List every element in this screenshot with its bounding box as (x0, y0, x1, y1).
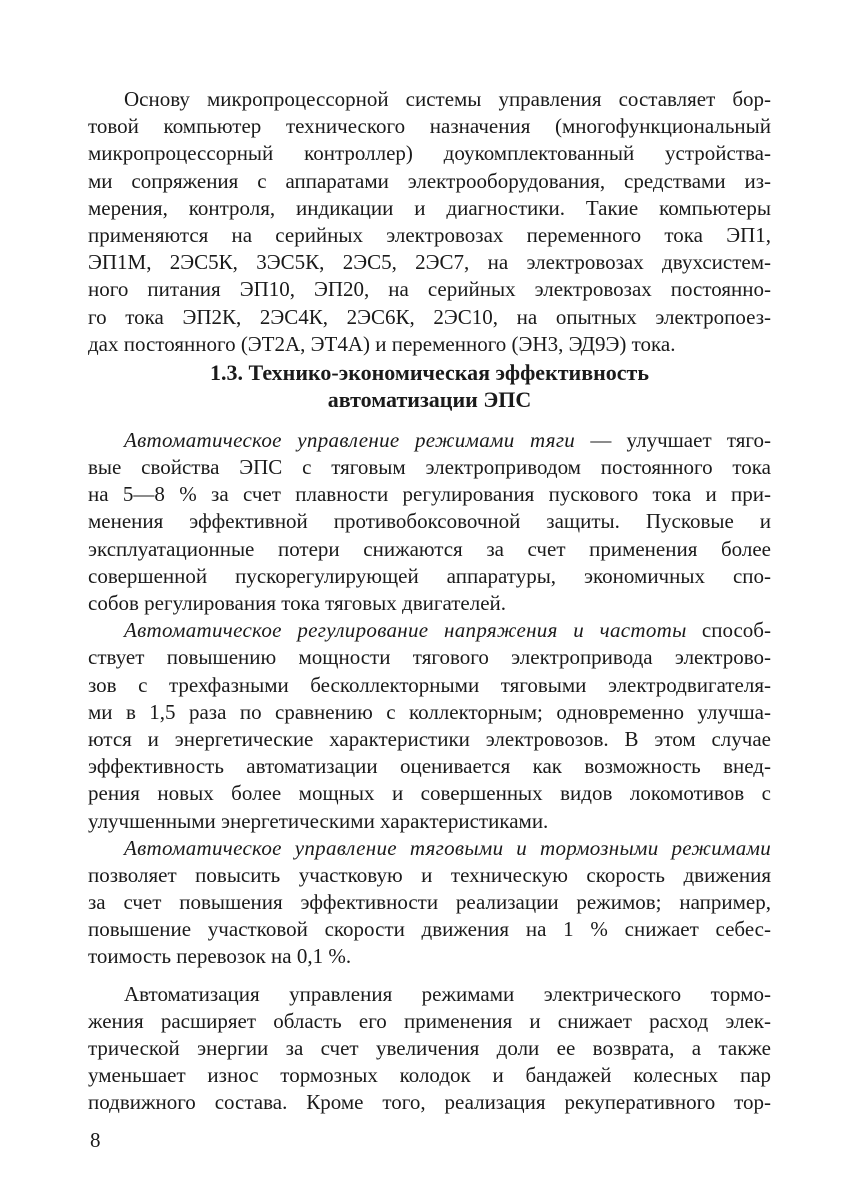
line-text: ются и энергетические характеристики электровозов. В этом случае (88, 726, 771, 751)
text-line (88, 1035, 771, 1062)
line-text: уменьшает износ тормозных колодок и бандажей колесных пар (88, 1063, 771, 1088)
text-line (88, 113, 771, 140)
text-line (88, 916, 771, 943)
text-line (88, 331, 771, 358)
text-line (88, 780, 771, 807)
line-text: вые свойства ЭПС с тяговым электроприводом постоянного тока (88, 455, 771, 480)
line-text: трической энергии за счет увеличения доли ее возврата, а также (88, 1036, 771, 1060)
line-text: ми сопряжения с аппаратами электрооборудования, средствами из- (88, 168, 771, 193)
text-line (88, 617, 771, 644)
text-line (88, 808, 771, 835)
paragraph (88, 835, 771, 971)
line-text: — улучшает тяго- (575, 427, 771, 452)
line-text: подвижного состава. Кроме того, реализация рекуперативного тор- (88, 1090, 771, 1115)
line-text: улучшенными энергетическими характеристиками. (88, 808, 549, 833)
line-text: позволяет повысить участковую и техническую скорость движения (88, 862, 771, 887)
text-line (88, 1062, 771, 1089)
text-line (88, 140, 771, 167)
line-text: мерения, контроля, индикации и диагностики. Такие компьютеры (88, 195, 771, 220)
line-text: за счет повышения эффективности реализации режимов; например, (88, 890, 771, 915)
text-line (88, 481, 771, 508)
italic-term: Автоматическое управление режимами тяги (124, 427, 576, 452)
text-line (88, 1089, 771, 1116)
line-text: способ- (686, 618, 771, 643)
text-line (88, 590, 771, 617)
italic-term: Автоматическое регулирование напряжения и частоты (124, 618, 687, 643)
line-text: менения эффективной противобоксовочной защиты. Пусковые и (88, 509, 771, 534)
paragraph (88, 427, 771, 617)
text-line (88, 195, 771, 222)
text-line (88, 726, 771, 753)
line-text: эксплуатационные потери снижаются за счет применения более (88, 536, 771, 561)
text-line (88, 563, 771, 590)
paragraph (88, 981, 771, 1117)
text-line (88, 644, 771, 671)
line-text: ствует повышению мощности тягового электропривода электрово- (88, 645, 771, 670)
line-text: Основу микропроцессорной системы управления составляет бор- (124, 87, 771, 111)
line-text: на 5—8 % за счет плавности регулирования пускового тока и при- (88, 482, 771, 507)
paragraph (88, 617, 771, 835)
text-line (88, 249, 771, 276)
line-text: совершенной пускорегулирующей аппаратуры, экономичных спо- (88, 563, 771, 588)
line-text: тоимость перевозок на 0,1 %. (88, 944, 352, 969)
section-heading (88, 359, 771, 413)
text-line (88, 536, 771, 563)
text-line (88, 981, 771, 1008)
paragraph (88, 86, 771, 358)
line-text: ми в 1,5 раза по сравнению с коллекторным; одновременно улучша- (88, 699, 771, 724)
section-heading-line-2: автоматизации ЭПС (327, 386, 532, 412)
line-text: дах постоянного (ЭТ2А, ЭТ4А) и переменного (ЭН3, ЭД9Э) тока. (88, 331, 676, 356)
text-line (88, 1008, 771, 1035)
section-heading-line-1: 1.3. Технико-экономическая эффективность (210, 359, 649, 385)
line-text: зов с трехфазными бесколлекторными тяговыми электродвигателя- (88, 672, 771, 697)
text-line (88, 835, 771, 862)
text-line (88, 304, 771, 331)
section-body (88, 427, 771, 1117)
page-body (88, 86, 771, 1117)
text-line (88, 508, 771, 535)
line-text: рения новых более мощных и совершенных видов локомотивов с (88, 781, 771, 806)
intro-section (88, 86, 771, 358)
page-number: 8 (90, 1128, 101, 1152)
text-line (88, 862, 771, 889)
text-line (88, 222, 771, 249)
line-text: эффективность автоматизации оценивается как возможность внед- (88, 754, 771, 779)
text-line (88, 454, 771, 481)
text-line (88, 672, 771, 699)
text-line (88, 427, 771, 454)
text-line (88, 168, 771, 195)
line-text: Автоматизация управления режимами электрического тормо- (124, 981, 771, 1006)
line-text: повышение участковой скорости движения на 1 % снижает себес- (88, 917, 771, 942)
text-line (88, 943, 771, 970)
line-text: жения расширяет область его применения и снижает расход элек- (88, 1008, 771, 1033)
line-text: применяются на серийных электровозах переменного тока ЭП1, (88, 222, 771, 247)
text-line (88, 86, 771, 113)
line-text: ЭП1М, 2ЭС5К, 3ЭС5К, 2ЭС5, 2ЭС7, на электровозах двухсистем- (88, 250, 771, 275)
text-line (88, 889, 771, 916)
line-text: собов регулирования тока тяговых двигателей. (88, 591, 507, 615)
text-line (88, 276, 771, 303)
line-text: товой компьютер технического назначения (многофункциональный (88, 114, 771, 139)
text-line (88, 753, 771, 780)
line-text: го тока ЭП2К, 2ЭС4К, 2ЭС6К, 2ЭС10, на опытных электропоез- (88, 304, 771, 329)
line-text: ного питания ЭП10, ЭП20, на серийных электровозах постоянно- (88, 277, 771, 302)
italic-term: Автоматическое управление тяговыми и тормозными режимами (124, 835, 771, 860)
text-line (88, 699, 771, 726)
line-text: микропроцессорный контроллер) доукомплектованный устройства- (88, 141, 771, 166)
